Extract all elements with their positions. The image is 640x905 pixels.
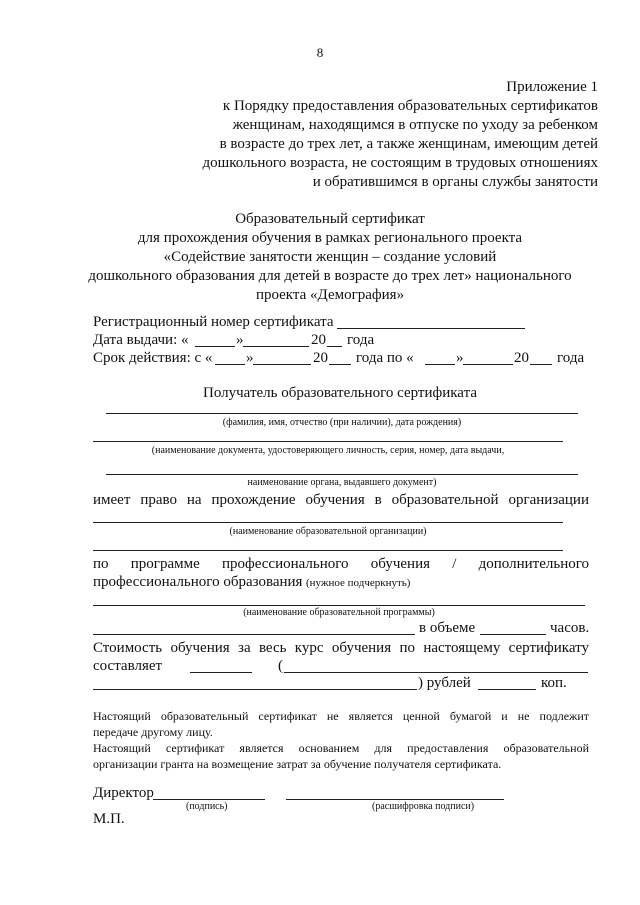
issue-month-field[interactable] (243, 346, 309, 347)
issuing-authority-field[interactable] (106, 474, 578, 475)
validity-po-label: года по « (356, 350, 414, 366)
validity-from-month-field[interactable] (253, 364, 311, 365)
appendix-title: Приложение 1 (506, 79, 598, 95)
validity-year-prefix: 20 (313, 350, 328, 366)
program-name-field-2[interactable] (93, 634, 415, 635)
validity-from-day-field[interactable] (215, 364, 245, 365)
organization-field[interactable] (93, 522, 563, 523)
note-1-end: передаче другому лицу. (93, 725, 213, 739)
validity-label: Срок действия: с « (93, 350, 213, 366)
program-type-line-2: профессионального образования (93, 574, 303, 590)
cost-line: Стоимость обучения за весь курс обучения по настоящему сертификату (93, 640, 589, 656)
appendix-line: женщинам, находящимся в отпуске по уходу за ребенком (232, 117, 598, 133)
note-2: Настоящий сертификат является основанием для предоставления образовательной (93, 741, 589, 755)
certificate-title: Образовательный сертификат (235, 211, 425, 227)
recipient-fio-field[interactable] (106, 413, 578, 414)
signature-decode-field[interactable] (286, 799, 504, 800)
cost-words-field-2[interactable] (93, 689, 417, 690)
recipient-title: Получатель образовательного сертификата (203, 385, 477, 401)
program-type-line: по программе профессионального обучения / дополнительного (93, 556, 589, 572)
issue-year-prefix: 20 (311, 332, 326, 348)
issue-date-quote: » (236, 332, 244, 348)
cost-amount-field[interactable] (190, 672, 252, 673)
cost-words-field[interactable] (284, 672, 588, 673)
stamp-label: М.П. (93, 811, 125, 827)
volume-label: в объеме (419, 620, 476, 636)
appendix-line: в возрасте до трех лет, а также женщинам, имеющим детей (219, 136, 598, 152)
appendix-line: к Порядку предоставления образовательных сертификатов (222, 98, 598, 114)
issue-year-field[interactable] (327, 346, 342, 347)
reg-number-label: Регистрационный номер сертификата (93, 314, 334, 330)
certificate-subtitle: дошкольного образования для детей в возрасте до трех лет» национального (88, 268, 572, 284)
validity-from-year-field[interactable] (329, 364, 351, 365)
hours-label: часов. (550, 620, 590, 636)
certificate-subtitle: проекта «Демография» (255, 287, 405, 303)
decode-caption: (расшифровка подписи) (372, 801, 475, 812)
validity-quote: » (246, 350, 254, 366)
issue-day-field[interactable] (195, 346, 235, 347)
issue-year-label: года (347, 332, 375, 348)
cost-line-2: составляет (93, 658, 163, 674)
certificate-subtitle: «Содействие занятости женщин – создание условий (163, 249, 497, 265)
organization-caption: (наименование образовательной организации) (229, 526, 427, 537)
signature-caption: (подпись) (186, 801, 228, 812)
reg-number-field[interactable] (337, 328, 525, 329)
validity-to-year-field[interactable] (530, 364, 552, 365)
issue-date-label: Дата выдачи: « (93, 332, 189, 348)
cost-paren: ( (278, 658, 283, 674)
page-number: 8 (316, 45, 324, 60)
fio-caption: (фамилия, имя, отчество (при наличии), дата рождения) (222, 417, 462, 428)
validity-to-day-field[interactable] (425, 364, 455, 365)
recipient-document-field[interactable] (93, 441, 563, 442)
appendix-line: и обратившимся в органы службы занятости (312, 174, 598, 190)
validity-to-month-field[interactable] (463, 364, 513, 365)
organization-field-2[interactable] (93, 550, 563, 551)
rubles-label: ) рублей (418, 675, 471, 691)
program-caption: (наименование образовательной программы) (243, 607, 435, 618)
program-note: (нужное подчеркнуть) (306, 577, 411, 589)
director-label: Директор (93, 785, 154, 801)
note-1: Настоящий образовательный сертификат не является ценной бумагой и не подлежит (93, 709, 589, 723)
kopeks-field[interactable] (478, 689, 536, 690)
authority-caption: наименование органа, выдавшего документ) (247, 477, 437, 488)
hours-field[interactable] (480, 634, 546, 635)
document-caption: (наименование документа, удостоверяющего личность, серия, номер, дата выдачи, (151, 445, 505, 456)
validity-quote: » (456, 350, 464, 366)
signature-field[interactable] (153, 799, 265, 800)
note-2-end: организации гранта на возмещение затрат за обучение получателя сертификата. (93, 757, 502, 771)
kopeks-label: коп. (541, 675, 567, 691)
validity-year-label: года (557, 350, 585, 366)
certificate-subtitle: для прохождения обучения в рамках регионального проекта (137, 230, 523, 246)
right-statement: имеет право на прохождение обучения в образовательной организации (93, 492, 589, 508)
program-name-field[interactable] (93, 605, 585, 606)
appendix-line: дошкольного возраста, не состоящим в трудовых отношениях (202, 155, 598, 171)
validity-year-prefix: 20 (514, 350, 529, 366)
